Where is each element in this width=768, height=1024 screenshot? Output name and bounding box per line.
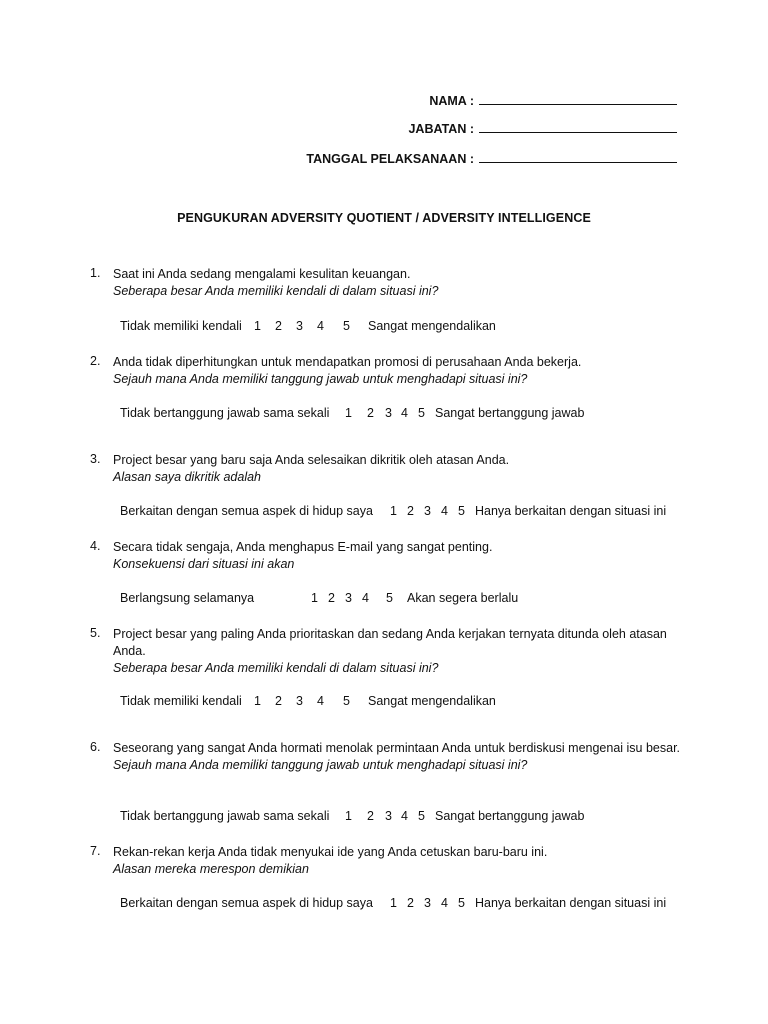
- question-5: [90, 626, 690, 677]
- scale-option-4[interactable]: 4: [401, 809, 408, 823]
- scale-option-4[interactable]: 4: [401, 406, 408, 420]
- scale-option-5[interactable]: 5: [418, 406, 425, 420]
- scale-option-5[interactable]: 5: [343, 694, 350, 708]
- scale-option-1[interactable]: 1: [390, 896, 397, 910]
- scale-right-label: Hanya berkaitan dengan situasi ini: [475, 896, 667, 910]
- scale-option-2[interactable]: 2: [328, 591, 335, 605]
- question-subtext: Sejauh mana Anda memiliki tanggung jawab untuk menghadapi situasi ini?: [113, 372, 528, 386]
- question-subtext: Alasan mereka merespon demikian: [113, 862, 309, 876]
- scale-option-4[interactable]: 4: [441, 504, 448, 518]
- jabatan-field[interactable]: [408, 121, 677, 136]
- scale-option-2[interactable]: 2: [407, 896, 414, 910]
- scale-option-2[interactable]: 2: [275, 319, 282, 333]
- scale-left-label: Tidak bertanggung jawab sama sekali: [120, 809, 330, 823]
- scale-option-3[interactable]: 3: [296, 319, 303, 333]
- question-number: 6.: [90, 740, 101, 754]
- scale-option-1[interactable]: 1: [254, 694, 261, 708]
- scale-right-label: Sangat mengendalikan: [368, 694, 496, 708]
- question-7: [90, 844, 690, 878]
- question-6: [90, 740, 690, 774]
- scale-option-5[interactable]: 5: [386, 591, 393, 605]
- scale-option-2[interactable]: 2: [407, 504, 414, 518]
- scale-right-label: Sangat mengendalikan: [368, 319, 496, 333]
- scale-right-label: Hanya berkaitan dengan situasi ini: [475, 504, 667, 518]
- scale-option-2[interactable]: 2: [367, 809, 374, 823]
- document-title: PENGUKURAN ADVERSITY QUOTIENT / ADVERSITY INTELLIGENCE: [177, 211, 591, 225]
- scale-1: [120, 319, 496, 333]
- question-number: 5.: [90, 626, 101, 640]
- question-number: 1.: [90, 266, 101, 280]
- question-text: Saat ini Anda sedang mengalami kesulitan keuangan.: [113, 267, 411, 281]
- question-subtext: Alasan saya dikritik adalah: [113, 470, 261, 484]
- scale-option-5[interactable]: 5: [418, 809, 425, 823]
- question-number: 7.: [90, 844, 101, 858]
- scale-4: [120, 591, 518, 605]
- scale-left-label: Berkaitan dengan semua aspek di hidup saya: [120, 504, 373, 518]
- scale-option-1[interactable]: 1: [345, 809, 352, 823]
- question-1: [90, 266, 690, 300]
- question-text: Rekan-rekan kerja Anda tidak menyukai ide yang Anda cetuskan baru-baru ini.: [113, 845, 548, 859]
- scale-option-3[interactable]: 3: [296, 694, 303, 708]
- question-text: Anda tidak diperhitungkan untuk mendapatkan promosi di perusahaan Anda bekerja.: [113, 355, 582, 369]
- nama-line[interactable]: [479, 93, 677, 105]
- scale-5: [120, 694, 496, 708]
- scale-option-3[interactable]: 3: [385, 406, 392, 420]
- scale-2: [120, 406, 584, 420]
- scale-left-label: Berlangsung selamanya: [120, 591, 255, 605]
- scale-option-5[interactable]: 5: [458, 896, 465, 910]
- nama-label: NAMA :: [429, 94, 474, 108]
- question-subtext: Konsekuensi dari situasi ini akan: [113, 557, 295, 571]
- scale-left-label: Tidak memiliki kendali: [120, 694, 242, 708]
- question-number: 3.: [90, 452, 101, 466]
- question-number: 2.: [90, 354, 101, 368]
- tanggal-field[interactable]: [306, 151, 677, 166]
- question-text: Project besar yang paling Anda prioritaskan dan sedang Anda kerjakan ternyata ditunda oleh atasan Anda.: [113, 627, 667, 658]
- scale-option-3[interactable]: 3: [385, 809, 392, 823]
- scale-option-4[interactable]: 4: [317, 319, 324, 333]
- question-text: Secara tidak sengaja, Anda menghapus E-mail yang sangat penting.: [113, 540, 493, 554]
- question-subtext: Sejauh mana Anda memiliki tanggung jawab untuk menghadapi situasi ini?: [113, 758, 528, 772]
- scale-option-4[interactable]: 4: [317, 694, 324, 708]
- jabatan-line[interactable]: [479, 121, 677, 133]
- scale-option-5[interactable]: 5: [458, 504, 465, 518]
- scale-option-2[interactable]: 2: [367, 406, 374, 420]
- question-text: Project besar yang baru saja Anda selesaikan dikritik oleh atasan Anda.: [113, 453, 510, 467]
- jabatan-label: JABATAN :: [408, 122, 474, 136]
- scale-left-label: Tidak memiliki kendali: [120, 319, 242, 333]
- nama-field[interactable]: [429, 93, 677, 108]
- scale-option-3[interactable]: 3: [424, 504, 431, 518]
- scale-option-4[interactable]: 4: [362, 591, 369, 605]
- scale-6: [120, 809, 584, 823]
- tanggal-line[interactable]: [479, 151, 677, 163]
- scale-option-1[interactable]: 1: [390, 504, 397, 518]
- scale-option-3[interactable]: 3: [345, 591, 352, 605]
- scale-option-1[interactable]: 1: [345, 406, 352, 420]
- scale-right-label: Sangat bertanggung jawab: [435, 406, 585, 420]
- scale-option-3[interactable]: 3: [424, 896, 431, 910]
- tanggal-label: TANGGAL PELAKSANAAN :: [306, 152, 474, 166]
- scale-option-1[interactable]: 1: [254, 319, 261, 333]
- scale-option-2[interactable]: 2: [275, 694, 282, 708]
- question-3: [90, 452, 690, 486]
- scale-left-label: Tidak bertanggung jawab sama sekali: [120, 406, 330, 420]
- question-4: [90, 539, 690, 573]
- scale-option-5[interactable]: 5: [343, 319, 350, 333]
- question-2: [90, 354, 690, 388]
- scale-right-label: Sangat bertanggung jawab: [435, 809, 585, 823]
- question-subtext: Seberapa besar Anda memiliki kendali di dalam situasi ini?: [113, 284, 439, 298]
- scale-option-4[interactable]: 4: [441, 896, 448, 910]
- scale-7: [120, 896, 666, 910]
- scale-right-label: Akan segera berlalu: [407, 591, 519, 605]
- question-subtext: Seberapa besar Anda memiliki kendali di dalam situasi ini?: [113, 661, 439, 675]
- scale-option-1[interactable]: 1: [311, 591, 318, 605]
- scale-left-label: Berkaitan dengan semua aspek di hidup saya: [120, 896, 373, 910]
- scale-3: [120, 504, 666, 518]
- question-text: Seseorang yang sangat Anda hormati menolak permintaan Anda untuk berdiskusi mengenai isu besar.: [113, 741, 681, 755]
- question-number: 4.: [90, 539, 101, 553]
